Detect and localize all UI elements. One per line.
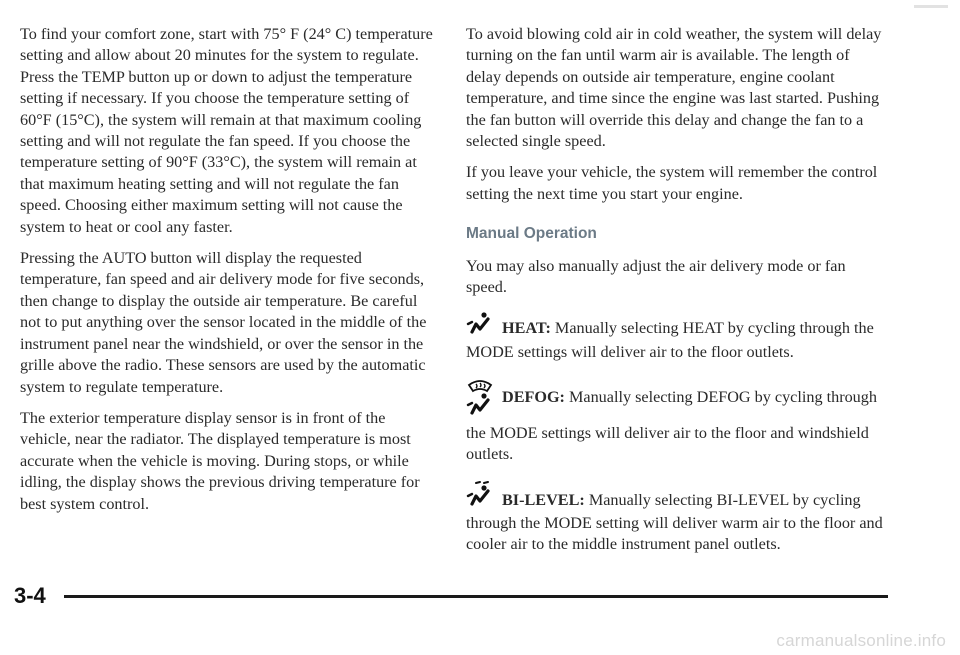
feature-defog bbox=[466, 376, 888, 465]
feature-heat-title: HEAT: bbox=[502, 319, 551, 338]
page-footer bbox=[12, 583, 888, 613]
right-column bbox=[466, 24, 888, 556]
feature-heat-text: Manually selecting HEAT by cycling through the MODE settings will deliver air to the floor outlets. bbox=[466, 319, 874, 361]
bilevel-mode-icon bbox=[466, 479, 494, 513]
feature-bilevel-text: Manually selecting BI-LEVEL by cycling through the MODE setting will deliver warm air to the floor and cooler air to the middle instrument panel outlets. bbox=[466, 490, 883, 554]
footer-rule bbox=[64, 595, 888, 598]
left-column bbox=[20, 24, 436, 525]
feature-bilevel-title: BI-LEVEL: bbox=[502, 490, 585, 509]
watermark: carmanualsonline.info bbox=[776, 631, 946, 650]
paragraph-fan-delay: To avoid blowing cold air in cold weather, the system will delay turning on the fan until warm air is available. The length of delay depends on outside air temperature, engine coolant temperature, and time since the engine was last started. Pushing the fan button will override this delay and change the fan to a selected single speed. bbox=[466, 25, 882, 151]
corner-mark bbox=[914, 5, 948, 8]
feature-bilevel bbox=[466, 479, 888, 556]
paragraph-comfort-zone: To find your comfort zone, start with 75° F (24° C) temperature setting and allow about 20 minutes for the system to regulate. Press the TEMP button up or down to adjust the temperature setting if necessary. If you choose the temperature setting of 60°F (15°C), the system will remain at that maximum cooling setting and will not regulate the fan speed. If you choose the temperature setting of 90°F (33°C), the system will remain at that maximum heating setting and will not regulate the fan speed. Choosing either maximum setting will not cause the system to heat or cool any faster. bbox=[20, 25, 433, 236]
paragraph-auto-button: Pressing the AUTO button will display the requested temperature, fan speed and air delivery mode for five seconds, then change to display the outside air temperature. Be careful not to put anything over the sensor located in the middle of the instrument panel near the windshield, or over the sensor in the grille above the radio. These sensors are used by the automatic system to regulate temperature. bbox=[20, 249, 427, 396]
feature-heat bbox=[466, 311, 888, 363]
feature-defog-title: DEFOG: bbox=[502, 388, 565, 407]
paragraph-exterior-sensor: The exterior temperature display sensor is in front of the vehicle, near the radiator. The displayed temperature is most accurate when the vehicle is moving. During stops, or while idling, the display shows the previous driving temperature for best system control. bbox=[20, 408, 420, 513]
heat-mode-icon bbox=[466, 311, 494, 341]
page-number: 3-4 bbox=[14, 583, 46, 608]
paragraph-manual-intro: You may also manually adjust the air delivery mode or fan speed. bbox=[466, 256, 846, 297]
paragraph-remember-setting: If you leave your vehicle, the system will remember the control setting the next time you start your engine. bbox=[466, 163, 878, 203]
feature-defog-text: Manually selecting DEFOG by cycling through the MODE settings will deliver air to the floor and windshield outlets. bbox=[466, 388, 877, 464]
section-heading: Manual Operation bbox=[466, 225, 597, 243]
defog-mode-icon bbox=[466, 376, 494, 422]
